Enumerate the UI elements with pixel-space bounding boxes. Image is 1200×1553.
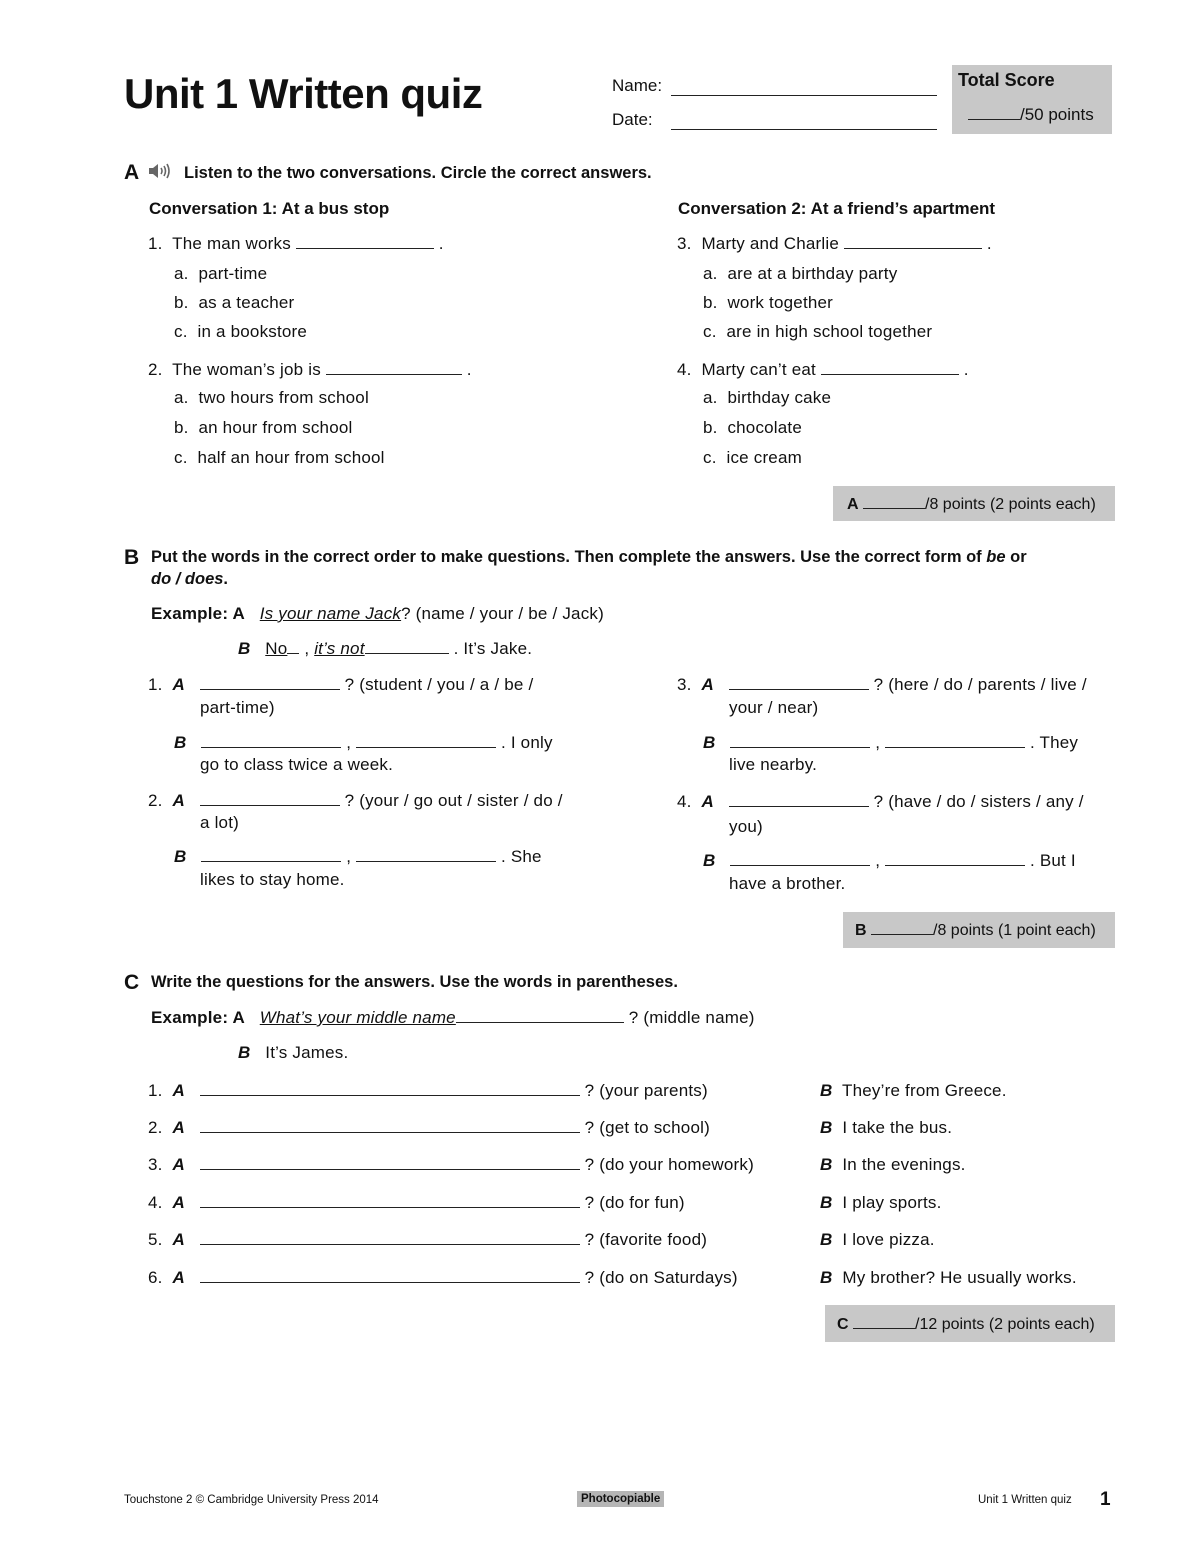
option-a4-b[interactable]: b. chocolate — [703, 418, 803, 437]
section-c-item-3-answer: B In the evenings. — [820, 1155, 966, 1174]
section-b-item-4-hint: you) — [729, 817, 763, 836]
option-a4-c[interactable]: c. ice cream — [703, 448, 802, 467]
section-a-score-box[interactable]: A /8 points (2 points each) — [833, 486, 1115, 521]
question-a3: 3. Marty and Charlie . — [677, 234, 992, 253]
section-b-item-2-a: 2. A ? (your / go out / sister / do / — [148, 791, 563, 810]
blank[interactable] — [200, 675, 340, 690]
section-c-score-box[interactable]: C /12 points (2 points each) — [825, 1305, 1115, 1342]
name-label: Name: — [612, 76, 663, 95]
option-a2-a[interactable]: a. two hours from school — [174, 388, 369, 407]
section-b-score-box[interactable]: B /8 points (1 point each) — [843, 912, 1115, 948]
blank — [821, 360, 959, 375]
section-c-item-2-answer: B I take the bus. — [820, 1118, 953, 1137]
footer-copyright: Touchstone 2 © Cambridge University Press 2014 — [124, 1494, 379, 1506]
page-number: 1 — [1100, 1489, 1111, 1510]
blank — [844, 234, 982, 249]
question-a4: 4. Marty can’t eat . — [677, 360, 969, 379]
option-a3-c[interactable]: c. are in high school together — [703, 322, 933, 341]
section-c-item-1-answer: B They’re from Greece. — [820, 1081, 1007, 1100]
section-b-example-b: B No , it’s not . It’s Jake. — [238, 639, 533, 658]
section-c-item-5: 5. A ? (favorite food) — [148, 1230, 708, 1249]
option-a1-c[interactable]: c. in a bookstore — [174, 322, 308, 341]
section-b-example-a: Example: A Is your name Jack? (name / your / be / Jack) — [151, 604, 604, 623]
total-score-blank — [968, 105, 1020, 120]
section-c-letter: C — [124, 971, 140, 994]
option-a3-a[interactable]: a. are at a birthday party — [703, 264, 898, 283]
conversation-1-title: Conversation 1: At a bus stop — [149, 199, 390, 218]
section-b-item-4-a: 4. A ? (have / do / sisters / any / — [677, 792, 1084, 811]
section-b-item-3-a: 3. A ? (here / do / parents / live / — [677, 675, 1087, 694]
total-score-box — [952, 65, 1112, 134]
blank — [326, 360, 462, 375]
section-c-example-a: Example: A What’s your middle name ? (middle name) — [151, 1008, 755, 1027]
name-line — [671, 77, 937, 96]
option-a1-a[interactable]: a. part-time — [174, 264, 268, 283]
section-b-item-3-b: B , . They — [703, 733, 1079, 752]
section-c-item-4: 4. A ? (do for fun) — [148, 1193, 685, 1212]
section-c-item-6: 6. A ? (do on Saturdays) — [148, 1268, 738, 1287]
conversation-2-title: Conversation 2: At a friend’s apartment — [678, 199, 996, 218]
section-b-item-2-hint: a lot) — [200, 813, 239, 832]
date-line — [671, 111, 937, 130]
blank — [863, 494, 925, 509]
section-b-letter: B — [124, 546, 140, 569]
speaker-icon — [146, 160, 174, 187]
section-b-item-1-b-cont: go to class twice a week. — [200, 755, 394, 774]
section-c-item-4-answer: B I play sports. — [820, 1193, 942, 1212]
section-a-instruction: Listen to the two conversations. Circle the correct answers. — [184, 164, 652, 182]
section-b-item-1-b: B , . I only — [174, 733, 553, 752]
section-b-item-1-hint: part-time) — [200, 698, 275, 717]
footer-quiz-name: Unit 1 Written quiz — [978, 1494, 1072, 1506]
date-field[interactable] — [612, 110, 937, 130]
option-a4-a[interactable]: a. birthday cake — [703, 388, 832, 407]
total-score-points[interactable]: /50 points — [968, 105, 1094, 125]
section-b-instruction: Put the words in the correct order to make questions. Then complete the answers. Use the correct form of be or — [151, 548, 1027, 566]
blank — [296, 234, 434, 249]
section-b-item-2-b-cont: likes to stay home. — [200, 870, 345, 889]
option-a2-c[interactable]: c. half an hour from school — [174, 448, 385, 467]
option-a1-b[interactable]: b. as a teacher — [174, 293, 295, 312]
page-title: Unit 1 Written quiz — [124, 70, 483, 117]
question-a1: 1. The man works . — [148, 234, 444, 253]
section-c-item-1: 1. A ? (your parents) — [148, 1081, 708, 1100]
section-c-item-2: 2. A ? (get to school) — [148, 1118, 710, 1137]
section-a-letter: A — [124, 161, 140, 184]
photocopiable-badge: Photocopiable — [577, 1491, 664, 1507]
name-field[interactable] — [612, 76, 937, 96]
section-c-item-3: 3. A ? (do your homework) — [148, 1155, 754, 1174]
question-a2: 2. The woman’s job is . — [148, 360, 472, 379]
section-b-instruction-cont: do / does. — [151, 570, 229, 588]
section-b-item-4-b: B , . But I — [703, 851, 1076, 870]
section-c-item-6-answer: B My brother? He usually works. — [820, 1268, 1077, 1287]
section-c-instruction: Write the questions for the answers. Use the words in parentheses. — [151, 973, 678, 991]
section-b-item-1-a: 1. A ? (student / you / a / be / — [148, 675, 534, 694]
date-label: Date: — [612, 110, 653, 129]
total-score-label: Total Score — [958, 70, 1055, 90]
section-c-item-5-answer: B I love pizza. — [820, 1230, 935, 1249]
section-b-item-4-b-cont: have a brother. — [729, 874, 846, 893]
option-a3-b[interactable]: b. work together — [703, 293, 834, 312]
section-b-item-2-b: B , . She — [174, 847, 542, 866]
section-b-item-3-hint: your / near) — [729, 698, 819, 717]
section-c-example-b: B It’s James. — [238, 1043, 349, 1062]
option-a2-b[interactable]: b. an hour from school — [174, 418, 353, 437]
section-b-item-3-b-cont: live nearby. — [729, 755, 818, 774]
